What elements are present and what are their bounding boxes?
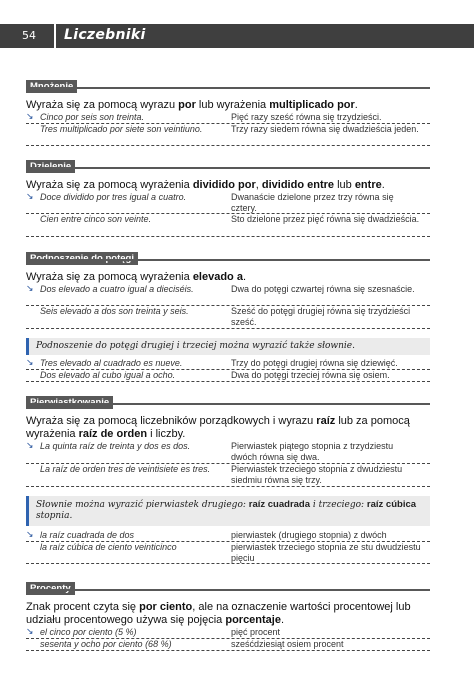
example-polish: sześćdziesiąt osiem procent xyxy=(231,639,344,649)
section-pierwiastkowanie xyxy=(26,390,430,487)
example-polish: Pierwiastek trzeciego stopnia z dwudziestu siedmiu równa się trzy. xyxy=(231,464,403,485)
example-row xyxy=(26,542,430,564)
example-polish: pierwiastek trzeciego stopnia ze stu dwudziestu pięciu xyxy=(231,542,421,563)
section-mnozenie xyxy=(26,74,430,146)
example-row xyxy=(26,441,430,464)
note-examples-pierwiastki xyxy=(26,530,430,564)
example-row xyxy=(26,112,430,124)
section-rule xyxy=(26,259,430,261)
example-polish: Trzy razy siedem równa się dwadzieścia jeden. xyxy=(231,124,419,134)
example-spanish: La quinta raíz de treinta y dos es dos. xyxy=(40,441,191,451)
example-spanish: Tres multiplicado por siete son veintiuno. xyxy=(40,124,203,134)
example-spanish: Seis elevado a dos son treinta y seis. xyxy=(40,306,189,316)
example-row xyxy=(26,214,430,237)
page-number: 54 xyxy=(22,29,36,42)
section-intro: Wyraża się za pomocą wyrażenia elevado a. xyxy=(26,271,247,283)
page-header xyxy=(0,0,474,58)
example-spanish: Dos elevado al cubo igual a ocho. xyxy=(40,370,176,380)
arrow-icon: ↘ xyxy=(26,284,34,294)
example-polish: Dwa do potęgi czwartej równa się szesnaście. xyxy=(231,284,415,294)
arrow-icon: ↘ xyxy=(26,441,34,451)
example-spanish: sesenta y ocho por ciento (68 %) xyxy=(40,639,172,649)
example-spanish: Doce dividido por tres igual a cuatro. xyxy=(40,192,187,202)
arrow-icon: ↘ xyxy=(26,112,34,122)
example-polish: Sześć do potęgi drugiej równa się trzydzieści sześć. xyxy=(231,306,411,327)
section-rule xyxy=(26,87,430,89)
example-spanish: la raíz cúbica de ciento veinticinco xyxy=(40,542,177,552)
section-dzielenie xyxy=(26,154,430,237)
section-potegi xyxy=(26,246,430,329)
example-polish: Dwanaście dzielone przez trzy równa się cztery. xyxy=(231,192,394,213)
example-polish: Sto dzielone przez pięć równa się dwadzieścia. xyxy=(231,214,420,224)
example-row xyxy=(26,124,430,146)
section-rule xyxy=(26,403,430,405)
arrow-icon: ↘ xyxy=(26,192,34,202)
example-spanish: Dos elevado a cuatro igual a dieciséis. xyxy=(40,284,194,294)
example-row xyxy=(26,639,430,651)
example-row xyxy=(26,627,430,639)
example-spanish: La raíz de orden tres de veintisiete es tres. xyxy=(40,464,211,474)
example-row xyxy=(26,192,430,214)
example-polish: Pierwiastek piątego stopnia z trzydziestu dwóch równa się dwa. xyxy=(231,441,394,462)
note-box: Słownie można wyrazić pierwiastek drugiego: raíz cuadrada i trzeciego: raíz cúbica stopnia. xyxy=(26,496,430,526)
arrow-icon: ↘ xyxy=(26,358,34,368)
example-row xyxy=(26,464,430,487)
arrow-icon: ↘ xyxy=(26,627,34,637)
section-rule xyxy=(26,167,430,169)
example-row xyxy=(26,370,430,382)
arrow-icon: ↘ xyxy=(26,530,34,540)
example-polish: Trzy do potęgi drugiej równa się dziewięć. xyxy=(231,358,398,368)
example-spanish: el cinco por ciento (5 %) xyxy=(40,627,137,637)
example-row xyxy=(26,284,430,306)
example-row xyxy=(26,306,430,329)
note-examples-potegi xyxy=(26,358,430,382)
note-box xyxy=(26,338,430,355)
example-polish: Pięć razy sześć równa się trzydzieści. xyxy=(231,112,382,122)
section-intro: Wyraża się za pomocą wyrazu por lub wyrażenia multiplicado por. xyxy=(26,99,358,111)
note-text: Podnoszenie do potęgi drugiej i trzeciej można wyrazić także słownie. xyxy=(36,341,355,351)
section-intro: Wyraża się za pomocą liczebników porządkowych i wyrazu raíz lub za pomocą wyrażenia raíz de orden i liczby. xyxy=(26,415,410,440)
example-polish: Dwa do potęgi trzeciej równa się osiem. xyxy=(231,370,390,380)
header-separator xyxy=(54,20,56,52)
example-spanish: Tres elevado al cuadrado es nueve. xyxy=(40,358,183,368)
example-polish: pierwiastek (drugiego stopnia) z dwóch xyxy=(231,530,387,540)
example-spanish: Cien entre cinco son veinte. xyxy=(40,214,152,224)
example-row xyxy=(26,358,430,370)
example-spanish: Cinco por seis son treinta. xyxy=(40,112,145,122)
page-title: Liczebniki xyxy=(64,27,146,43)
section-procenty xyxy=(26,576,430,651)
example-spanish: la raíz cuadrada de dos xyxy=(40,530,135,540)
example-polish: pięć procent xyxy=(231,627,281,637)
section-rule xyxy=(26,589,430,591)
section-intro: Wyraża się za pomocą wyrażenia dividido por, dividido entre lub entre. xyxy=(26,179,385,191)
example-row xyxy=(26,530,430,542)
section-intro: Znak procent czyta się por ciento, ale na oznaczenie wartości procentowej lub udziału procentowego używa się pojęcia porcentaje. xyxy=(26,601,411,626)
